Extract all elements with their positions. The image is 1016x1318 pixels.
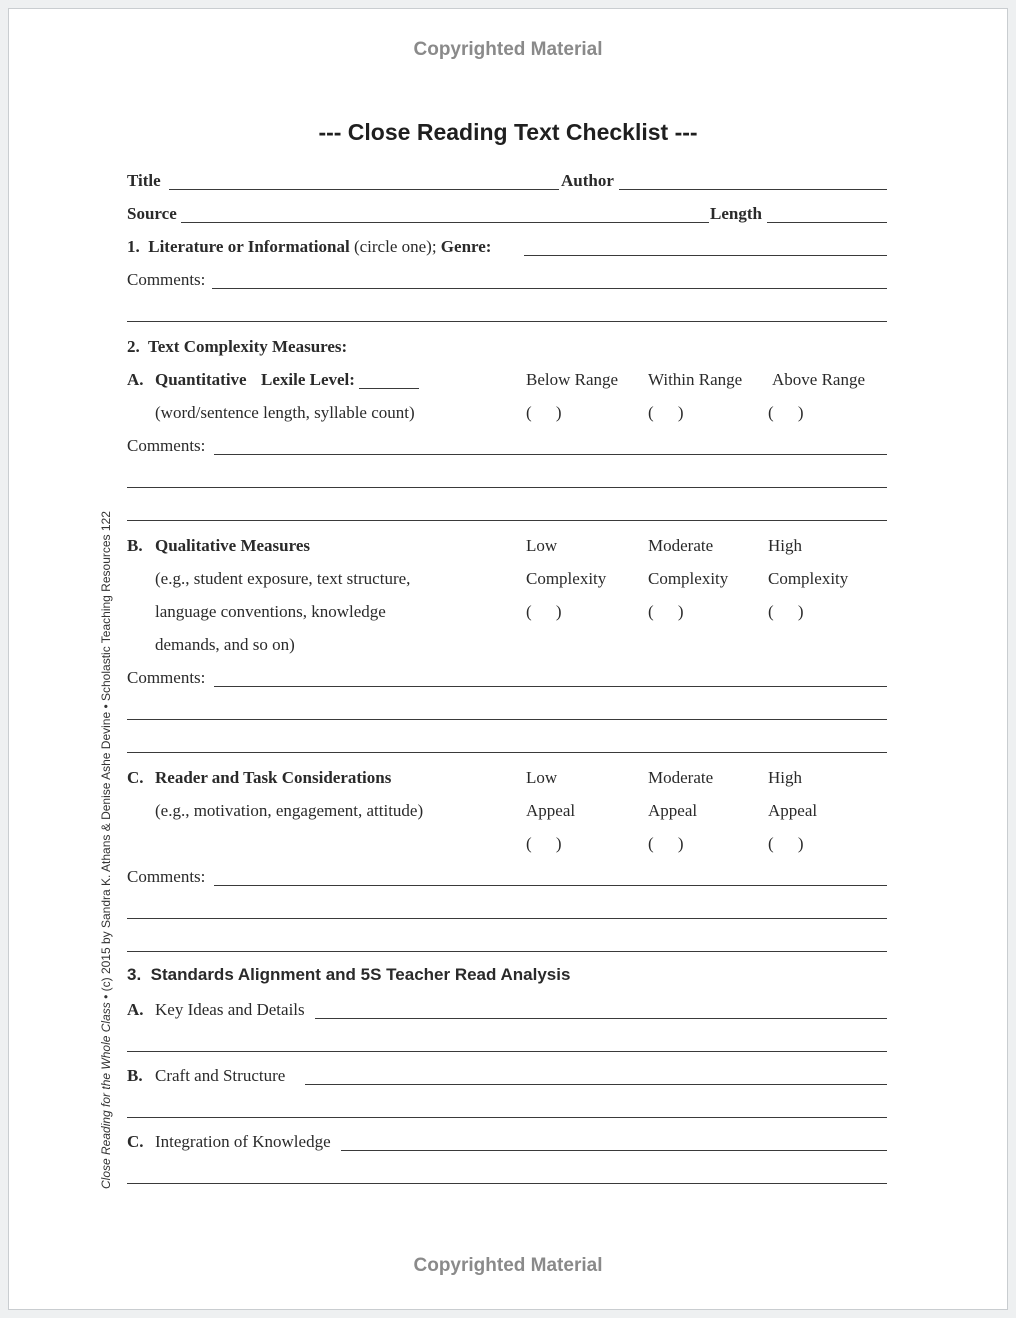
section-2c-comments-line-2[interactable] [127,918,887,919]
source-line[interactable] [181,222,709,223]
section-2a-letter: A. [127,370,144,389]
genre-line[interactable] [524,255,887,256]
section-2c-label: Reader and Task Considerations [155,768,392,787]
title-line[interactable] [169,189,559,190]
sidebar-credit [99,469,113,1189]
section-2a-comments-line-2[interactable] [127,487,887,488]
length-label: Length [710,204,762,223]
section-3a-line-1[interactable] [315,1018,887,1019]
option-low-appeal: Appeal [526,801,576,820]
option-below-range: Below Range [526,370,619,389]
checkbox-moderate-complexity[interactable]: ( ) [648,602,694,621]
source-label: Source [127,204,177,223]
option-moderate: Moderate [648,536,714,555]
section-2b-comments-line-1[interactable] [214,686,887,687]
option-high-complexity: Complexity [768,569,849,588]
section-1-comments-line-1[interactable] [212,288,887,289]
section-3a-letter: A. [127,1000,144,1019]
lexile-line[interactable] [359,388,419,389]
section-3c-line-2[interactable] [127,1183,887,1184]
section-1-comments-label: Comments: [127,270,206,289]
section-1-note: (circle one); [353,237,437,256]
section-2a-comments-line-3[interactable] [127,520,887,521]
title-label: Title [127,171,161,190]
copyright-header: Copyrighted Material [413,39,603,60]
option-above-range: Above Range [772,370,866,389]
section-2b-comments-line-2[interactable] [127,719,887,720]
lexile-label: Lexile Level: [261,370,355,389]
option-high-appeal: Appeal [768,801,818,820]
section-2c-comments-line-3[interactable] [127,951,887,952]
section-3b-letter: B. [127,1066,143,1085]
section-3b-line-2[interactable] [127,1117,887,1118]
checkbox-low-appeal[interactable]: ( ) [526,834,572,853]
option-low-2c: Low [526,768,558,787]
checkbox-within-range[interactable]: ( ) [648,403,694,422]
section-2b-comments-line-3[interactable] [127,752,887,753]
section-2b-desc-1: (e.g., student exposure, text structure, [155,569,411,588]
checkbox-below-range[interactable]: ( ) [526,403,572,422]
section-2c-desc: (e.g., motivation, engagement, attitude) [155,801,424,820]
option-low: Low [526,536,558,555]
section-1-number: 1. [127,237,140,256]
document-page [8,8,1008,1310]
section-3a-line-2[interactable] [127,1051,887,1052]
section-2c-comments-line-1[interactable] [214,885,887,886]
section-3-label: Standards Alignment and 5S Teacher Read Analysis [150,965,571,984]
option-high: High [768,536,802,555]
section-2a-comments-label: Comments: [127,436,206,455]
sidebar-credit-text: • (c) 2015 by Sandra K. Athans & Denise Ashe Devine • Scholastic Teaching Resources 122 [99,511,113,1003]
section-3c-line-1[interactable] [341,1150,887,1151]
section-2b-label: Qualitative Measures [155,536,311,555]
section-3-heading [127,965,570,985]
genre-label: Genre: [440,237,492,256]
section-3a-label: Key Ideas and Details [155,1000,305,1019]
checkbox-moderate-appeal[interactable]: ( ) [648,834,694,853]
author-label: Author [561,171,614,190]
section-1-heading [127,237,491,257]
section-2-label: Text Complexity Measures: [147,337,348,356]
section-2b-comments-label: Comments: [127,668,206,687]
option-within-range: Within Range [648,370,743,389]
section-2c-comments-label: Comments: [127,867,206,886]
section-2a-desc: (word/sentence length, syllable count) [155,403,415,422]
checkbox-low-complexity[interactable]: ( ) [526,602,572,621]
page-title: --- Close Reading Text Checklist --- [318,119,698,145]
section-3b-label: Craft and Structure [155,1066,286,1085]
section-3b-line-1[interactable] [305,1084,887,1085]
section-2-heading [127,337,347,357]
sidebar-credit-title: Close Reading for the Whole Class [99,1002,113,1189]
section-1-comments-line-2[interactable] [127,321,887,322]
section-2c-letter: C. [127,768,144,787]
option-moderate-2c: Moderate [648,768,714,787]
section-1-label: Literature or Informational [148,237,350,256]
section-2b-desc-3: demands, and so on) [155,635,295,654]
checkbox-above-range[interactable]: ( ) [768,403,814,422]
checkbox-high-appeal[interactable]: ( ) [768,834,814,853]
option-moderate-appeal: Appeal [648,801,698,820]
option-low-complexity: Complexity [526,569,607,588]
section-2-number: 2. [127,337,140,356]
section-3c-label: Integration of Knowledge [155,1132,331,1151]
section-3-number: 3. [127,965,142,984]
section-2a-label: Quantitative [155,370,247,389]
option-moderate-complexity: Complexity [648,569,729,588]
author-line[interactable] [619,189,887,190]
section-2b-desc-2: language conventions, knowledge [155,602,386,621]
option-high-2c: High [768,768,802,787]
section-2b-letter: B. [127,536,143,555]
checkbox-high-complexity[interactable]: ( ) [768,602,814,621]
length-line[interactable] [767,222,887,223]
section-2a-comments-line-1[interactable] [214,454,887,455]
copyright-footer: Copyrighted Material [413,1255,603,1276]
section-3c-letter: C. [127,1132,144,1151]
